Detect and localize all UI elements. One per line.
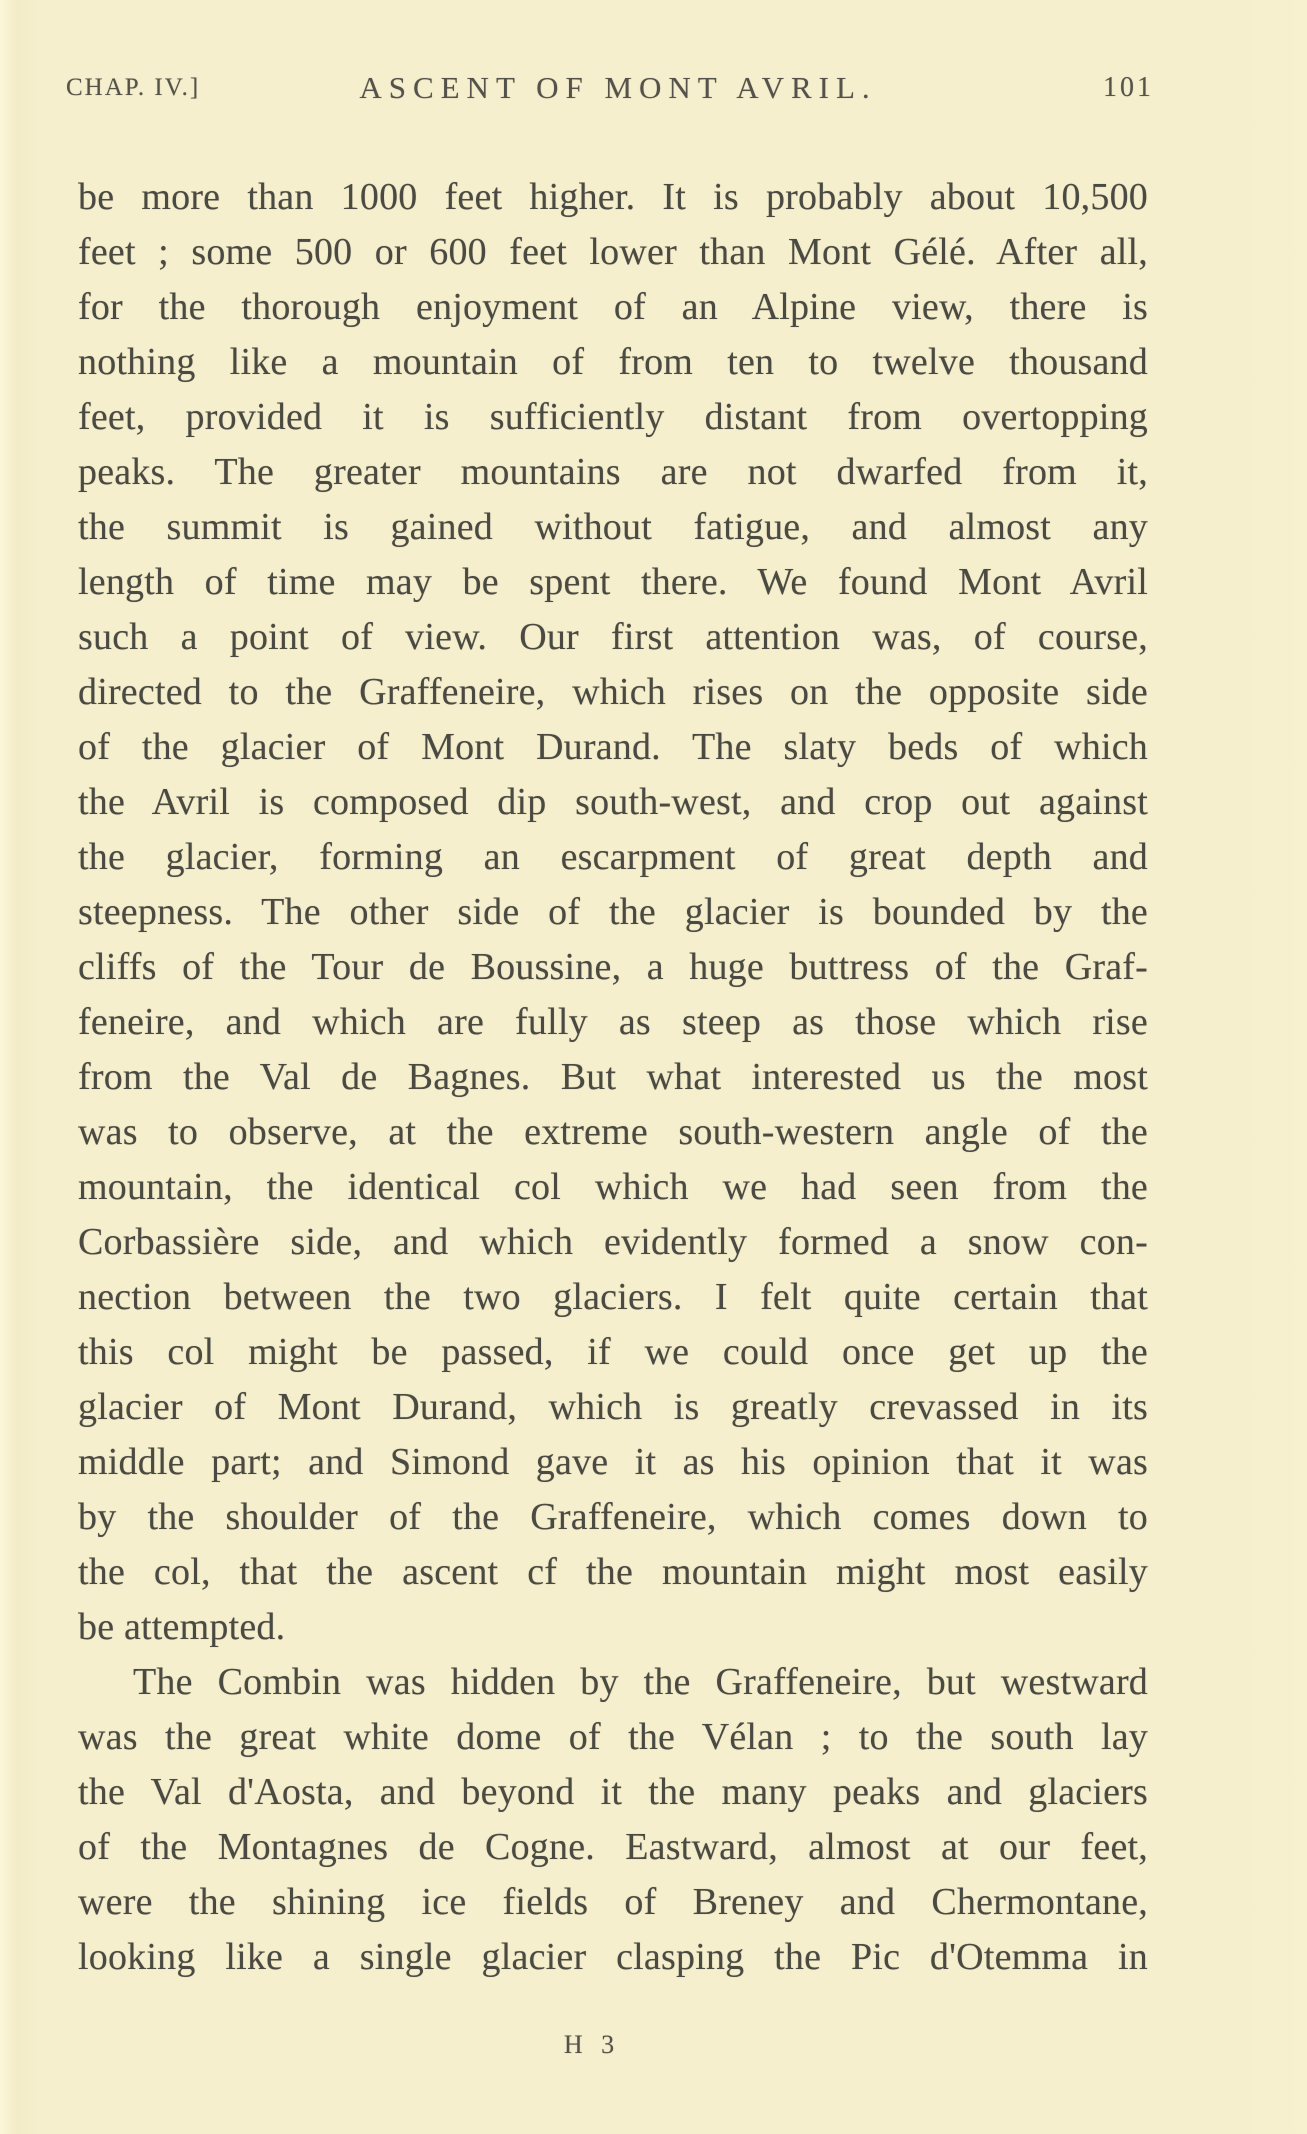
text-line: Corbassière side, and which evidently formed a snow con- (78, 1221, 1148, 1263)
text-line: steepness. The other side of the glacier is bounded by the (78, 891, 1148, 933)
text-line: the glacier, forming an escarpment of great depth and (78, 836, 1148, 878)
body-text-block (78, 170, 1148, 1985)
text-line: cliffs of the Tour de Boussine, a huge buttress of the Graf- (78, 946, 1148, 988)
text-line: feet, provided it is sufficiently distant from overtopping (78, 396, 1148, 438)
text-line: nection between the two glaciers. I felt quite certain that (78, 1276, 1148, 1318)
text-line: length of time may be spent there. We found Mont Avril (78, 561, 1148, 603)
chapter-header: CHAP. IV.] (66, 74, 201, 101)
page-title: ASCENT OF MONT AVRIL. (359, 70, 877, 105)
text-line: glacier of Mont Durand, which is greatly crevassed in its (78, 1386, 1148, 1428)
text-line: for the thorough enjoyment of an Alpine view, there is (78, 286, 1148, 328)
text-line: of the glacier of Mont Durand. The slaty beds of which (78, 726, 1148, 768)
text-line: was to observe, at the extreme south-western angle of the (78, 1111, 1148, 1153)
text-line: of the Montagnes de Cogne. Eastward, almost at our feet, (78, 1826, 1148, 1868)
text-line: such a point of view. Our first attention was, of course, (78, 616, 1148, 658)
text-line: nothing like a mountain of from ten to twelve thousand (78, 341, 1148, 383)
text-line: was the great white dome of the Vélan ; to the south lay (78, 1716, 1148, 1758)
page-number: 101 (1103, 72, 1154, 103)
text-line: were the shining ice fields of Breney and Chermontane, (78, 1881, 1148, 1923)
text-line: looking like a single glacier clasping the Pic d'Otemma in (78, 1936, 1148, 1978)
text-line: peaks. The greater mountains are not dwarfed from it, (78, 451, 1148, 493)
text-line: be attempted. (78, 1606, 286, 1648)
text-line: mountain, the identical col which we had seen from the (78, 1166, 1148, 1208)
text-line: by the shoulder of the Graffeneire, which comes down to (78, 1496, 1148, 1538)
text-line: this col might be passed, if we could once get up the (78, 1331, 1148, 1373)
text-line: middle part; and Simond gave it as his opinion that it was (78, 1441, 1148, 1483)
text-line: the col, that the ascent cf the mountain might most easily (78, 1551, 1148, 1593)
text-line: feneire, and which are fully as steep as those which rise (78, 1001, 1148, 1043)
printer-signature: H 3 (563, 2030, 621, 2059)
text-line: from the Val de Bagnes. But what interested us the most (78, 1056, 1148, 1098)
text-line: feet ; some 500 or 600 feet lower than Mont Gélé. After all, (78, 231, 1148, 273)
text-line: the Avril is composed dip south-west, and crop out against (78, 781, 1148, 823)
text-line: the summit is gained without fatigue, and almost any (78, 506, 1148, 548)
text-line: directed to the Graffeneire, which rises on the opposite side (78, 671, 1148, 713)
text-line: be more than 1000 feet higher. It is probably about 10,500 (78, 176, 1148, 218)
text-line: the Val d'Aosta, and beyond it the many peaks and glaciers (78, 1771, 1148, 1813)
text-line: The Combin was hidden by the Graffeneire, but westward (133, 1661, 1148, 1703)
